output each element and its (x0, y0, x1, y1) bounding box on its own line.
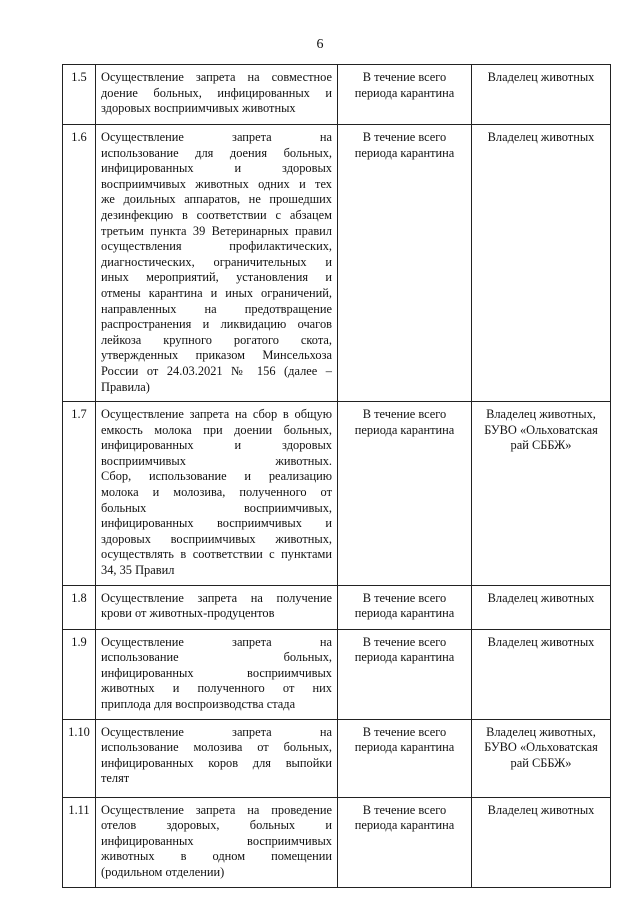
action-text-line: доение больных, инфицированных и (101, 85, 332, 100)
table-row (63, 629, 611, 719)
table-row (63, 65, 611, 125)
period-text (338, 125, 472, 402)
period-text (338, 402, 472, 586)
action-text-line: здоровых восприимчивых животных, (101, 531, 332, 546)
period-text-line: В течение всего (362, 724, 447, 739)
action-text (96, 402, 338, 586)
action-text-line: инфицированных восприимчивых и (101, 516, 332, 531)
action-text-line: здоровых восприимчивых животных (101, 101, 296, 116)
action-text-line: Осуществление запрета на (101, 634, 332, 649)
action-text (96, 125, 338, 402)
action-text-line: Осуществление запрета на (101, 724, 332, 739)
action-text-line: же доильных аппаратов, не прошедших (101, 192, 332, 207)
action-text-line: Осуществление запрета на проведение (101, 802, 332, 817)
period-text-line: В течение всего (362, 802, 447, 817)
action-text-line: 34, 35 Правил (101, 563, 175, 578)
responsible-text (472, 719, 611, 797)
row-number: 1.7 (63, 402, 96, 586)
action-text-line: лейкоза крупного рогатого скота, (101, 332, 332, 347)
row-number: 1.9 (63, 629, 96, 719)
responsible-text (472, 125, 611, 402)
responsible-text (472, 797, 611, 887)
row-number: 1.8 (63, 585, 96, 629)
action-text (96, 629, 338, 719)
responsible-text-line: Владелец животных, (486, 724, 596, 739)
period-text-line: периода карантина (354, 85, 455, 100)
measures-table (62, 64, 611, 888)
table-row (63, 585, 611, 629)
period-text-line: периода карантина (354, 740, 455, 755)
period-text-line: В течение всего (362, 130, 447, 144)
action-text-line: приплода для воспроизводства стада (101, 697, 296, 711)
responsible-text (472, 402, 611, 586)
action-text-line: Правила) (101, 379, 150, 394)
responsible-text (472, 629, 611, 719)
action-text-line: использование молозива от больных, (101, 740, 332, 755)
period-text-line: В течение всего (362, 590, 447, 605)
period-text (338, 585, 472, 629)
action-text-line: молока и молозива, полученного от (101, 485, 332, 500)
action-text-line: диагностических, ограничительных и (101, 254, 332, 269)
responsible-text-line: рай СББЖ» (510, 755, 572, 770)
responsible-text-line: Владелец животных (487, 130, 595, 144)
action-text-line: распространения и ликвидацию очагов (101, 317, 332, 332)
action-text-line: дезинфекцию в соответствии с абзацем (101, 207, 332, 222)
period-text (338, 719, 472, 797)
action-text-line: Сбор, использование и реализацию (101, 469, 332, 484)
responsible-text (472, 65, 611, 125)
action-text-line: (родильном отделении) (101, 864, 225, 879)
period-text (338, 629, 472, 719)
table-row (63, 719, 611, 797)
period-text-line: В течение всего (362, 634, 447, 649)
row-number: 1.10 (63, 719, 96, 797)
action-text-line: отелов здоровых, больных и (101, 818, 332, 833)
action-text-line: использование больных, (101, 650, 332, 665)
action-text-line: Осуществление запрета на получение (101, 590, 332, 605)
action-text-line: емкость молока при доении больных, (101, 422, 332, 437)
action-text (96, 719, 338, 797)
row-number: 1.6 (63, 125, 96, 402)
period-text-line: периода карантина (354, 606, 455, 621)
responsible-text-line: Владелец животных, (486, 407, 596, 422)
action-text-line: иных мероприятий, установления и (101, 270, 332, 285)
table-row (63, 125, 611, 402)
row-number: 1.11 (63, 797, 96, 887)
period-text-line: В течение всего (362, 407, 447, 422)
responsible-text-line: БУВО «Ольховатская (484, 740, 598, 755)
responsible-text-line: рай СББЖ» (510, 438, 572, 453)
table-row (63, 797, 611, 887)
action-text-line: утвержденных приказом Минсельхоза (101, 348, 332, 363)
responsible-text (472, 585, 611, 629)
page-number: 6 (316, 37, 324, 52)
action-text-line: третьим пункта 39 Ветеринарных правил (101, 223, 332, 238)
action-text (96, 65, 338, 125)
action-text-line: восприимчивых животных одних и тех (101, 176, 332, 191)
action-text-line: телят (101, 771, 130, 786)
action-text-line: Осуществление запрета на совместное (101, 70, 332, 84)
period-text-line: периода карантина (354, 650, 455, 665)
period-text-line: периода карантина (354, 422, 455, 437)
action-text-line: направленных на предотвращение (101, 301, 332, 316)
period-text-line: периода карантина (354, 818, 455, 833)
action-text-line: Осуществление запрета на (101, 130, 332, 144)
action-text-line: использование для доения больных, (101, 145, 332, 160)
responsible-text-line: Владелец животных (487, 590, 595, 605)
action-text-line: осуществления профилактических, (101, 239, 332, 254)
action-text-line: осуществлять в соответствии с пунктами (101, 547, 332, 562)
action-text-line: Осуществление запрета на сбор в общую (101, 407, 332, 422)
period-text (338, 797, 472, 887)
action-text-line: инфицированных и здоровых (101, 161, 332, 176)
action-text-line: животных в одном помещении (101, 849, 332, 864)
responsible-text-line: Владелец животных (487, 70, 595, 84)
action-text-line: отмены карантина и иных ограничений, (101, 285, 332, 300)
action-text-line: России от 24.03.2021 № 156 (далее – (101, 363, 332, 378)
row-number: 1.5 (63, 65, 96, 125)
responsible-text-line: Владелец животных (487, 634, 595, 649)
table-row (63, 402, 611, 586)
action-text (96, 797, 338, 887)
action-text-line: животных и полученного от них (101, 681, 332, 696)
action-text-line: крови от животных-продуцентов (101, 606, 275, 621)
responsible-text-line: БУВО «Ольховатская (484, 422, 598, 437)
action-text (96, 585, 338, 629)
action-text-line: инфицированных восприимчивых (101, 833, 332, 848)
period-text-line: В течение всего (362, 70, 447, 84)
period-text-line: периода карантина (354, 145, 455, 160)
action-text-line: восприимчивых животных. (101, 453, 332, 468)
action-text-line: больных восприимчивых, (101, 500, 332, 515)
responsible-text-line: Владелец животных (487, 802, 595, 817)
action-text-line: инфицированных восприимчивых (101, 665, 332, 680)
action-text-line: инфицированных и здоровых (101, 438, 332, 453)
period-text (338, 65, 472, 125)
action-text-line: инфицированных коров для выпойки (101, 755, 332, 770)
